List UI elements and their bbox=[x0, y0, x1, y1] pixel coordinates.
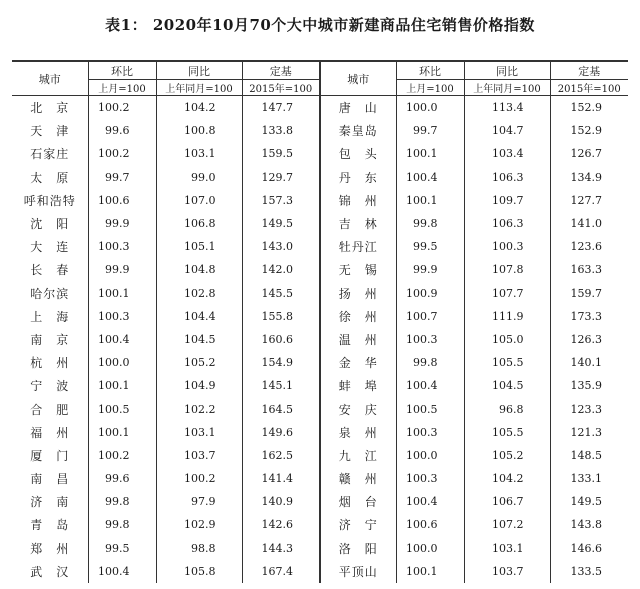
mom-value-cell: 99.8 bbox=[88, 490, 156, 513]
table-row bbox=[12, 282, 628, 305]
base-value-cell: 147.7 bbox=[242, 96, 320, 120]
base-value-cell: 157.3 bbox=[242, 189, 320, 212]
table-row bbox=[12, 235, 628, 258]
city-name-cell: 北 京 bbox=[30, 101, 70, 116]
city-name-cell: 包 头 bbox=[320, 142, 396, 165]
yoy-value-cell: 102.8 bbox=[156, 282, 242, 305]
yoy-sub-header: 上年同月=100 bbox=[156, 80, 242, 96]
city-name-cell: 扬 州 bbox=[320, 282, 396, 305]
base-value-cell: 145.1 bbox=[242, 374, 320, 397]
table-row bbox=[12, 166, 628, 189]
base-value-cell: 129.7 bbox=[242, 166, 320, 189]
mom-value-cell: 100.2 bbox=[88, 96, 156, 120]
yoy-column-header: 同比 bbox=[464, 61, 550, 80]
table-row bbox=[12, 305, 628, 328]
table-row bbox=[12, 258, 628, 281]
mom-value-cell: 100.2 bbox=[88, 444, 156, 467]
base-value-cell: 146.6 bbox=[550, 537, 628, 560]
mom-value-cell: 100.3 bbox=[396, 467, 464, 490]
mom-value-cell: 100.6 bbox=[88, 189, 156, 212]
yoy-value-cell: 106.3 bbox=[464, 166, 550, 189]
mom-value-cell: 99.9 bbox=[88, 258, 156, 281]
city-name-cell: 平顶山 bbox=[320, 560, 396, 583]
city-name-cell: 厦 门 bbox=[30, 448, 70, 463]
yoy-value-cell: 100.3 bbox=[464, 235, 550, 258]
yoy-value-cell: 104.4 bbox=[156, 305, 242, 328]
yoy-value-cell: 104.8 bbox=[156, 258, 242, 281]
yoy-value-cell: 107.2 bbox=[464, 513, 550, 536]
table-row bbox=[12, 397, 628, 420]
base-value-cell: 123.6 bbox=[550, 235, 628, 258]
city-name-cell: 杭 州 bbox=[30, 356, 70, 371]
yoy-sub-header: 上年同月=100 bbox=[464, 80, 550, 96]
mom-value-cell: 99.5 bbox=[396, 235, 464, 258]
base-value-cell: 155.8 bbox=[242, 305, 320, 328]
city-name-cell: 锦 州 bbox=[320, 189, 396, 212]
table-row bbox=[12, 374, 628, 397]
mom-value-cell: 100.4 bbox=[396, 166, 464, 189]
yoy-value-cell: 105.0 bbox=[464, 328, 550, 351]
mom-value-cell: 99.8 bbox=[396, 212, 464, 235]
base-value-cell: 144.3 bbox=[242, 537, 320, 560]
yoy-value-cell: 107.0 bbox=[156, 189, 242, 212]
city-name-cell: 济 宁 bbox=[320, 513, 396, 536]
base-value-cell: 159.5 bbox=[242, 142, 320, 165]
base-value-cell: 164.5 bbox=[242, 397, 320, 420]
table-row bbox=[12, 467, 628, 490]
mom-value-cell: 100.0 bbox=[88, 351, 156, 374]
table-row bbox=[12, 96, 628, 120]
city-name-cell: 九 江 bbox=[320, 444, 396, 467]
city-name-cell: 哈尔滨 bbox=[30, 286, 70, 301]
base-value-cell: 123.3 bbox=[550, 397, 628, 420]
yoy-value-cell: 105.2 bbox=[156, 351, 242, 374]
mom-value-cell: 100.9 bbox=[396, 282, 464, 305]
city-name-cell: 洛 阳 bbox=[320, 537, 396, 560]
mom-value-cell: 100.4 bbox=[396, 490, 464, 513]
city-name-cell: 唐 山 bbox=[320, 96, 396, 120]
city-name-cell: 太 原 bbox=[30, 170, 70, 185]
mom-value-cell: 100.0 bbox=[396, 444, 464, 467]
base-sub-header: 2015年=100 bbox=[550, 80, 628, 96]
city-name-cell: 上 海 bbox=[30, 309, 70, 324]
city-name-cell: 烟 台 bbox=[320, 490, 396, 513]
yoy-value-cell: 103.4 bbox=[464, 142, 550, 165]
city-name-cell: 徐 州 bbox=[320, 305, 396, 328]
table-row bbox=[12, 560, 628, 583]
yoy-column-header: 同比 bbox=[156, 61, 242, 80]
city-name-cell: 郑 州 bbox=[30, 541, 70, 556]
city-column-header: 城市 bbox=[320, 61, 396, 96]
base-value-cell: 167.4 bbox=[242, 560, 320, 583]
mom-value-cell: 100.3 bbox=[88, 305, 156, 328]
yoy-value-cell: 105.2 bbox=[464, 444, 550, 467]
yoy-value-cell: 103.7 bbox=[464, 560, 550, 583]
base-value-cell: 145.5 bbox=[242, 282, 320, 305]
yoy-value-cell: 103.1 bbox=[156, 421, 242, 444]
base-value-cell: 154.9 bbox=[242, 351, 320, 374]
city-name-cell: 温 州 bbox=[320, 328, 396, 351]
base-value-cell: 133.1 bbox=[550, 467, 628, 490]
city-name-cell: 南 昌 bbox=[30, 472, 70, 487]
mom-value-cell: 100.1 bbox=[396, 142, 464, 165]
table-row bbox=[12, 142, 628, 165]
base-value-cell: 159.7 bbox=[550, 282, 628, 305]
table-row bbox=[12, 189, 628, 212]
table-row bbox=[12, 444, 628, 467]
header-row-main bbox=[12, 61, 628, 80]
base-column-header: 定基 bbox=[242, 61, 320, 80]
yoy-value-cell: 104.5 bbox=[464, 374, 550, 397]
mom-column-header: 环比 bbox=[88, 61, 156, 80]
mom-column-header: 环比 bbox=[396, 61, 464, 80]
yoy-value-cell: 103.1 bbox=[464, 537, 550, 560]
base-value-cell: 160.6 bbox=[242, 328, 320, 351]
base-value-cell: 121.3 bbox=[550, 421, 628, 444]
table-row bbox=[12, 490, 628, 513]
table-row bbox=[12, 537, 628, 560]
price-index-table bbox=[12, 60, 628, 583]
base-value-cell: 149.6 bbox=[242, 421, 320, 444]
city-name-cell: 丹 东 bbox=[320, 166, 396, 189]
city-name-cell: 青 岛 bbox=[30, 518, 70, 533]
mom-value-cell: 100.2 bbox=[88, 142, 156, 165]
mom-value-cell: 99.7 bbox=[88, 166, 156, 189]
yoy-value-cell: 113.4 bbox=[464, 96, 550, 120]
base-value-cell: 148.5 bbox=[550, 444, 628, 467]
city-name-cell: 福 州 bbox=[30, 425, 70, 440]
city-name-cell: 大 连 bbox=[30, 240, 70, 255]
city-name-cell: 天 津 bbox=[30, 124, 70, 139]
city-name-cell: 泉 州 bbox=[320, 421, 396, 444]
table-row bbox=[12, 513, 628, 536]
mom-value-cell: 100.5 bbox=[88, 397, 156, 420]
yoy-value-cell: 107.7 bbox=[464, 282, 550, 305]
base-column-header: 定基 bbox=[550, 61, 628, 80]
mom-value-cell: 100.0 bbox=[396, 96, 464, 120]
mom-value-cell: 99.5 bbox=[88, 537, 156, 560]
base-value-cell: 163.3 bbox=[550, 258, 628, 281]
base-value-cell: 149.5 bbox=[242, 212, 320, 235]
mom-value-cell: 99.9 bbox=[396, 258, 464, 281]
base-value-cell: 173.3 bbox=[550, 305, 628, 328]
city-name-cell: 济 南 bbox=[30, 495, 70, 510]
city-name-cell: 金 华 bbox=[320, 351, 396, 374]
mom-value-cell: 99.8 bbox=[88, 513, 156, 536]
city-name-cell: 安 庆 bbox=[320, 397, 396, 420]
mom-value-cell: 99.7 bbox=[396, 119, 464, 142]
mom-value-cell: 100.3 bbox=[396, 421, 464, 444]
mom-value-cell: 100.3 bbox=[396, 328, 464, 351]
yoy-value-cell: 106.3 bbox=[464, 212, 550, 235]
mom-value-cell: 99.9 bbox=[88, 212, 156, 235]
base-sub-header: 2015年=100 bbox=[242, 80, 320, 96]
mom-value-cell: 100.1 bbox=[88, 421, 156, 444]
table-body bbox=[12, 96, 628, 583]
base-value-cell: 126.7 bbox=[550, 142, 628, 165]
base-value-cell: 134.9 bbox=[550, 166, 628, 189]
yoy-value-cell: 104.2 bbox=[464, 467, 550, 490]
base-value-cell: 141.0 bbox=[550, 212, 628, 235]
base-value-cell: 141.4 bbox=[242, 467, 320, 490]
base-value-cell: 143.8 bbox=[550, 513, 628, 536]
yoy-value-cell: 104.2 bbox=[156, 96, 242, 120]
mom-sub-header: 上月=100 bbox=[88, 80, 156, 96]
table-row bbox=[12, 421, 628, 444]
mom-value-cell: 100.4 bbox=[396, 374, 464, 397]
city-name-cell: 南 京 bbox=[30, 332, 70, 347]
yoy-value-cell: 104.5 bbox=[156, 328, 242, 351]
mom-sub-header: 上月=100 bbox=[396, 80, 464, 96]
base-value-cell: 152.9 bbox=[550, 96, 628, 120]
city-name-cell: 吉 林 bbox=[320, 212, 396, 235]
base-value-cell: 140.9 bbox=[242, 490, 320, 513]
yoy-value-cell: 105.5 bbox=[464, 351, 550, 374]
table-row bbox=[12, 328, 628, 351]
yoy-value-cell: 96.8 bbox=[464, 397, 550, 420]
yoy-value-cell: 103.7 bbox=[156, 444, 242, 467]
city-name-cell: 赣 州 bbox=[320, 467, 396, 490]
yoy-value-cell: 106.8 bbox=[156, 212, 242, 235]
mom-value-cell: 100.4 bbox=[88, 560, 156, 583]
city-name-cell: 秦皇岛 bbox=[320, 119, 396, 142]
mom-value-cell: 100.4 bbox=[88, 328, 156, 351]
mom-value-cell: 99.8 bbox=[396, 351, 464, 374]
yoy-value-cell: 109.7 bbox=[464, 189, 550, 212]
mom-value-cell: 100.1 bbox=[88, 374, 156, 397]
base-value-cell: 133.5 bbox=[550, 560, 628, 583]
yoy-value-cell: 106.7 bbox=[464, 490, 550, 513]
table-row bbox=[12, 119, 628, 142]
base-value-cell: 127.7 bbox=[550, 189, 628, 212]
table-title: 表1： 2020年10月70个大中城市新建商品住宅销售价格指数 bbox=[105, 16, 535, 34]
yoy-value-cell: 102.9 bbox=[156, 513, 242, 536]
city-name-cell: 呼和浩特 bbox=[23, 193, 76, 208]
city-name-cell: 沈 阳 bbox=[30, 217, 70, 232]
table-row bbox=[12, 212, 628, 235]
yoy-value-cell: 111.9 bbox=[464, 305, 550, 328]
base-value-cell: 162.5 bbox=[242, 444, 320, 467]
mom-value-cell: 100.1 bbox=[396, 189, 464, 212]
mom-value-cell: 100.7 bbox=[396, 305, 464, 328]
table-row bbox=[12, 351, 628, 374]
yoy-value-cell: 97.9 bbox=[156, 490, 242, 513]
mom-value-cell: 100.3 bbox=[88, 235, 156, 258]
yoy-value-cell: 100.8 bbox=[156, 119, 242, 142]
yoy-value-cell: 105.8 bbox=[156, 560, 242, 583]
base-value-cell: 140.1 bbox=[550, 351, 628, 374]
mom-value-cell: 100.0 bbox=[396, 537, 464, 560]
city-name-cell: 合 肥 bbox=[30, 402, 70, 417]
yoy-value-cell: 104.9 bbox=[156, 374, 242, 397]
city-name-cell: 蚌 埠 bbox=[320, 374, 396, 397]
city-column-header: 城市 bbox=[12, 61, 88, 96]
city-name-cell: 石家庄 bbox=[30, 147, 70, 162]
mom-value-cell: 100.1 bbox=[88, 282, 156, 305]
yoy-value-cell: 105.1 bbox=[156, 235, 242, 258]
yoy-value-cell: 103.1 bbox=[156, 142, 242, 165]
base-value-cell: 149.5 bbox=[550, 490, 628, 513]
mom-value-cell: 100.1 bbox=[396, 560, 464, 583]
base-value-cell: 152.9 bbox=[550, 119, 628, 142]
city-name-cell: 宁 波 bbox=[30, 379, 70, 394]
yoy-value-cell: 99.0 bbox=[156, 166, 242, 189]
yoy-value-cell: 105.5 bbox=[464, 421, 550, 444]
yoy-value-cell: 102.2 bbox=[156, 397, 242, 420]
yoy-value-cell: 104.7 bbox=[464, 119, 550, 142]
base-value-cell: 135.9 bbox=[550, 374, 628, 397]
city-name-cell: 无 锡 bbox=[320, 258, 396, 281]
base-value-cell: 143.0 bbox=[242, 235, 320, 258]
base-value-cell: 133.8 bbox=[242, 119, 320, 142]
yoy-value-cell: 107.8 bbox=[464, 258, 550, 281]
yoy-value-cell: 98.8 bbox=[156, 537, 242, 560]
city-name-cell: 武 汉 bbox=[30, 564, 70, 579]
city-name-cell: 长 春 bbox=[30, 263, 70, 278]
base-value-cell: 142.0 bbox=[242, 258, 320, 281]
mom-value-cell: 99.6 bbox=[88, 119, 156, 142]
yoy-value-cell: 100.2 bbox=[156, 467, 242, 490]
city-name-cell: 牡丹江 bbox=[320, 235, 396, 258]
base-value-cell: 142.6 bbox=[242, 513, 320, 536]
mom-value-cell: 99.6 bbox=[88, 467, 156, 490]
mom-value-cell: 100.5 bbox=[396, 397, 464, 420]
base-value-cell: 126.3 bbox=[550, 328, 628, 351]
mom-value-cell: 100.6 bbox=[396, 513, 464, 536]
